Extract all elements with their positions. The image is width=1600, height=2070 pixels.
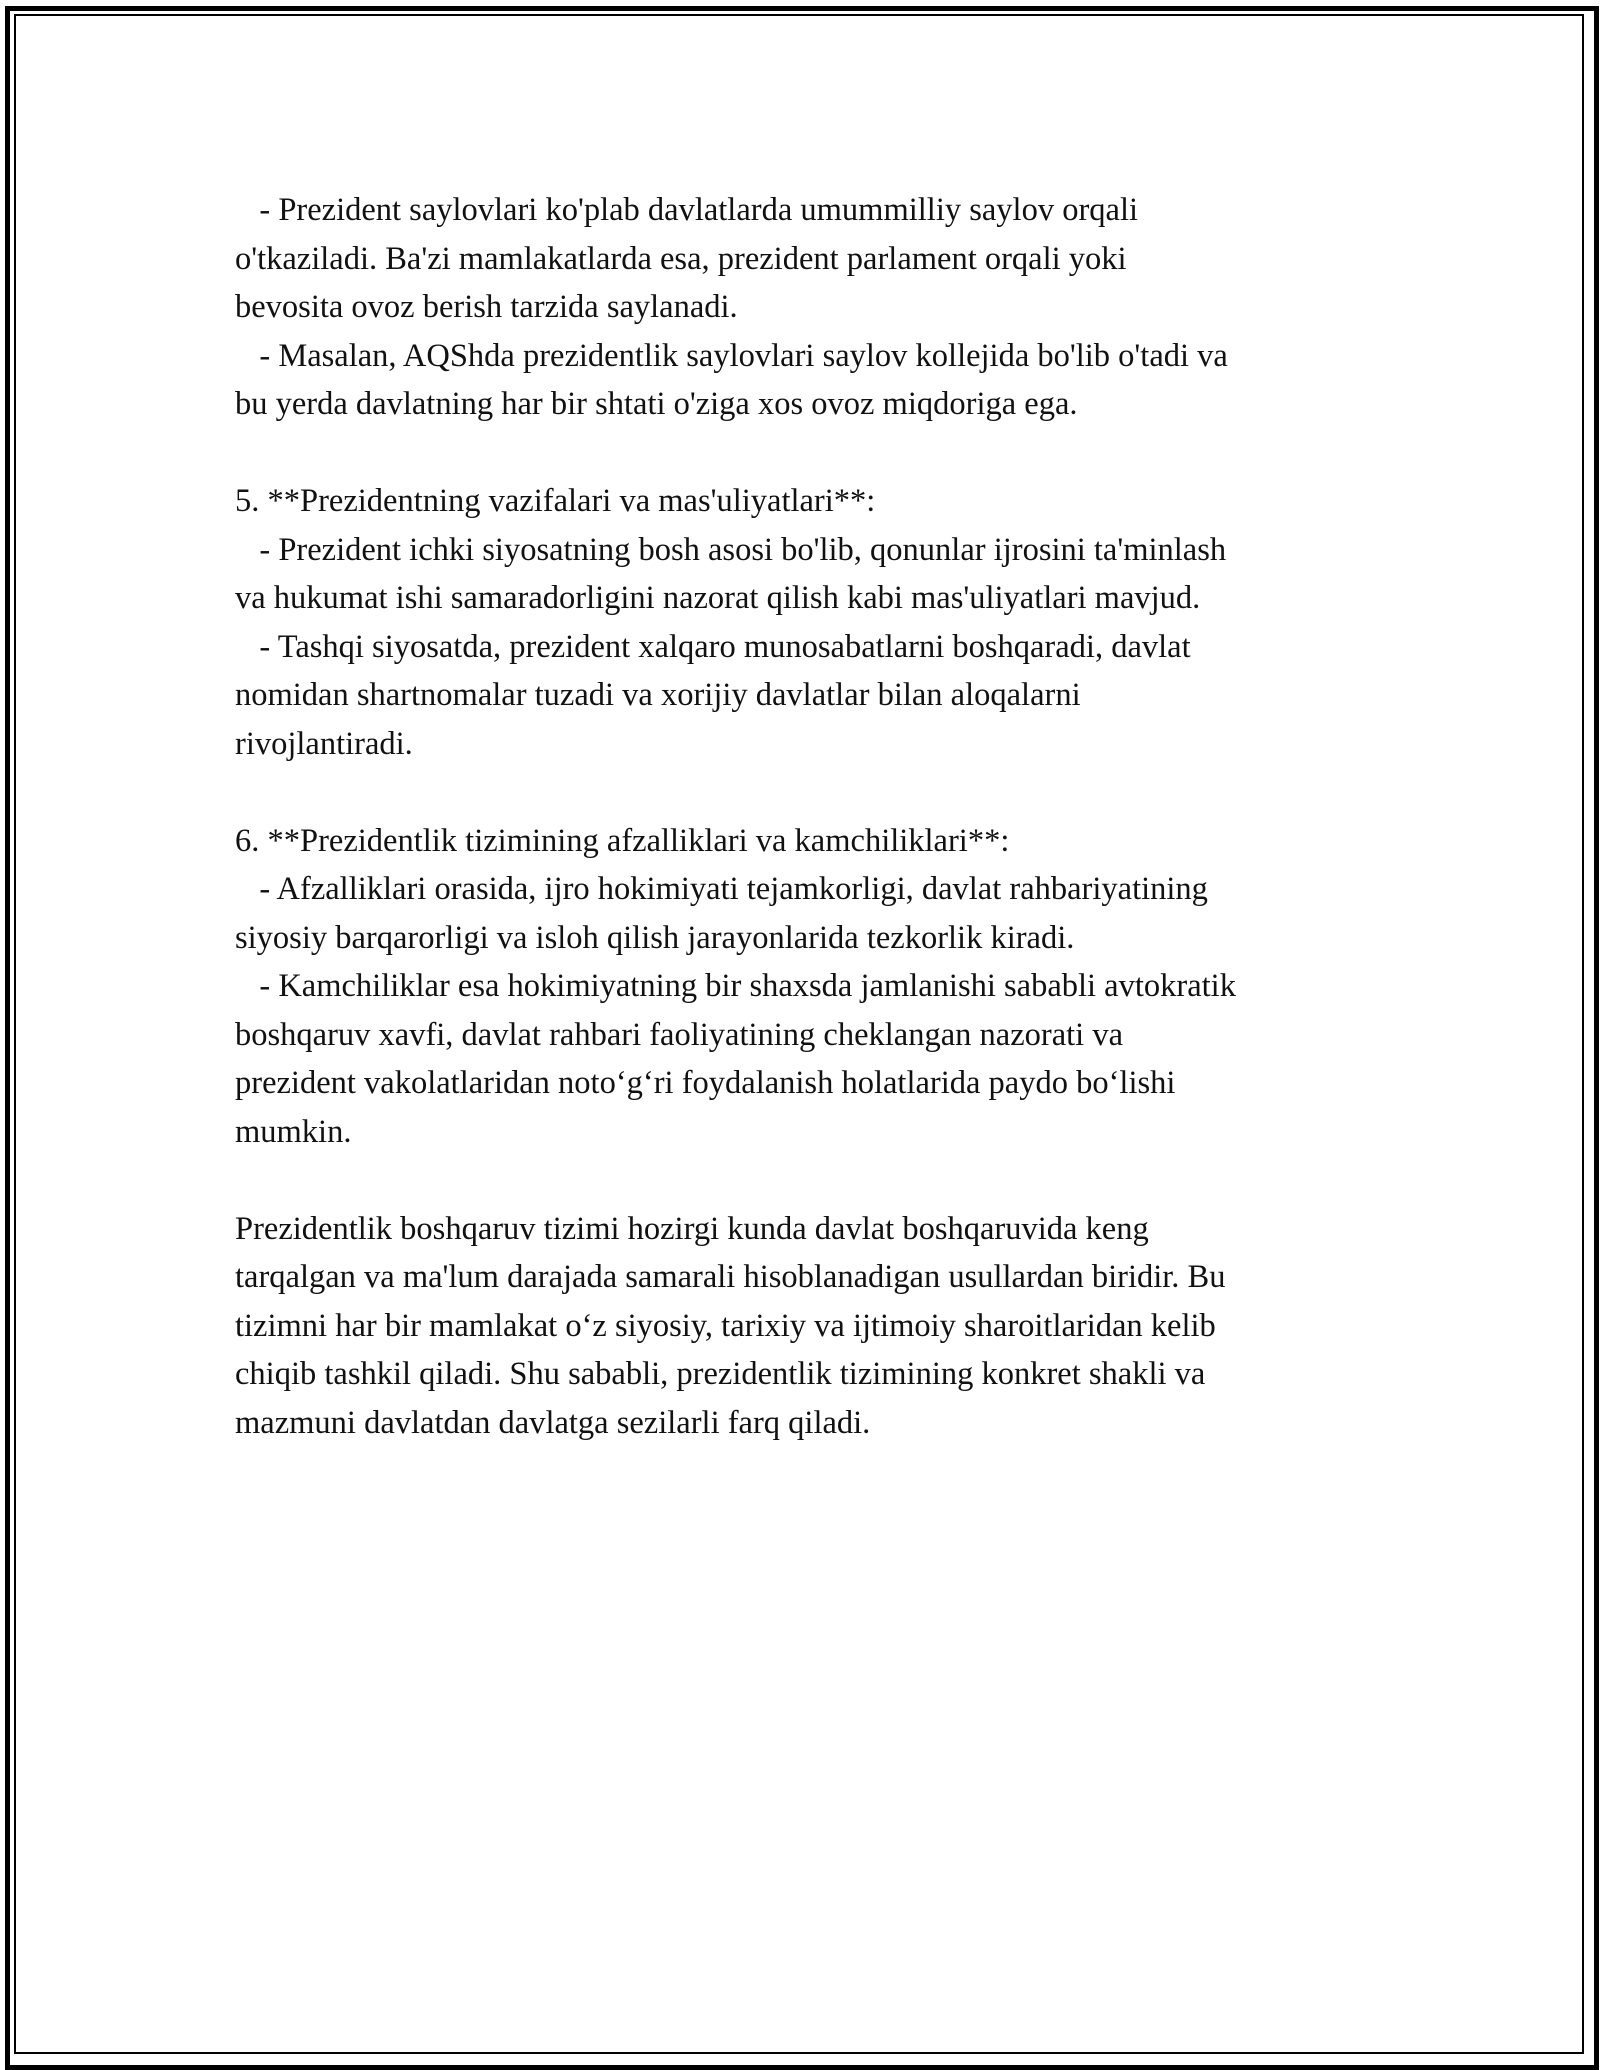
text-line: - Afzalliklari orasida, ijro hokimiyati tejamkorligi, davlat rahbariyatining — [235, 871, 1208, 907]
text-line: bu yerda davlatning har bir shtati o'ziga xos ovoz miqdoriga ega. — [235, 386, 1078, 422]
blank-line — [235, 429, 1385, 478]
text-line: va hukumat ishi samaradorligini nazorat qilish kabi mas'uliyatlari mavjud. — [235, 580, 1201, 616]
document-body — [235, 186, 1385, 1447]
text-line: rivojlantiradi. — [235, 725, 413, 762]
conclusion-line: tizimni har bir mamlakat o‘z siyosiy, tarixiy va ijtimoiy sharoitlaridan kelib — [235, 1307, 1216, 1344]
text-line: - Prezident ichki siyosatning bosh asosi bo'lib, qonunlar ijrosini ta'minlash — [235, 531, 1227, 568]
conclusion-line: mazmuni davlatdan davlatga sezilarli farq qiladi. — [235, 1404, 871, 1441]
conclusion-line: tarqalgan va ma'lum darajada samarali hisoblanadigan usullardan biridir. Bu — [235, 1259, 1226, 1295]
text-line: prezident vakolatlaridan noto‘g‘ri foydalanish holatlarida paydo bo‘lishi — [235, 1065, 1176, 1101]
text-line: - Prezident saylovlari ko'plab davlatlarda umummilliy saylov orqali — [235, 192, 1139, 228]
section-heading: 6. **Prezidentlik tizimining afzalliklari va kamchiliklari**: — [235, 822, 1010, 859]
text-line: nomidan shartnomalar tuzadi va xorijiy davlatlar bilan aloqalarni — [235, 677, 1081, 713]
section-heading: 5. **Prezidentning vazifalari va mas'uliyatlari**: — [235, 483, 876, 519]
text-line: boshqaruv xavfi, davlat rahbari faoliyatining cheklangan nazorati va — [235, 1016, 1123, 1053]
text-line: - Kamchiliklar esa hokimiyatning bir shaxsda jamlanishi sababli avtokratik — [235, 968, 1236, 1004]
text-line: bevosita ovoz berish tarzida saylanadi. — [235, 289, 738, 325]
text-line: mumkin. — [235, 1113, 352, 1150]
conclusion-line: Prezidentlik boshqaruv tizimi hozirgi kunda davlat boshqaruvida keng — [235, 1210, 1149, 1247]
blank-line — [235, 768, 1385, 817]
text-line: - Masalan, AQShda prezidentlik saylovlari saylov kollejida bo'lib o'tadi va — [235, 337, 1228, 374]
text-line: - Tashqi siyosatda, prezident xalqaro munosabatlarni boshqaradi, davlat — [235, 628, 1191, 665]
blank-line — [235, 1156, 1385, 1205]
text-line: o'tkaziladi. Ba'zi mamlakatlarda esa, prezident parlament orqali yoki — [235, 240, 1127, 277]
text-line: siyosiy barqarorligi va isloh qilish jarayonlarida tezkorlik kiradi. — [235, 919, 1075, 956]
conclusion-line: chiqib tashkil qiladi. Shu sababli, prezidentlik tizimining konkret shakli va — [235, 1356, 1206, 1392]
